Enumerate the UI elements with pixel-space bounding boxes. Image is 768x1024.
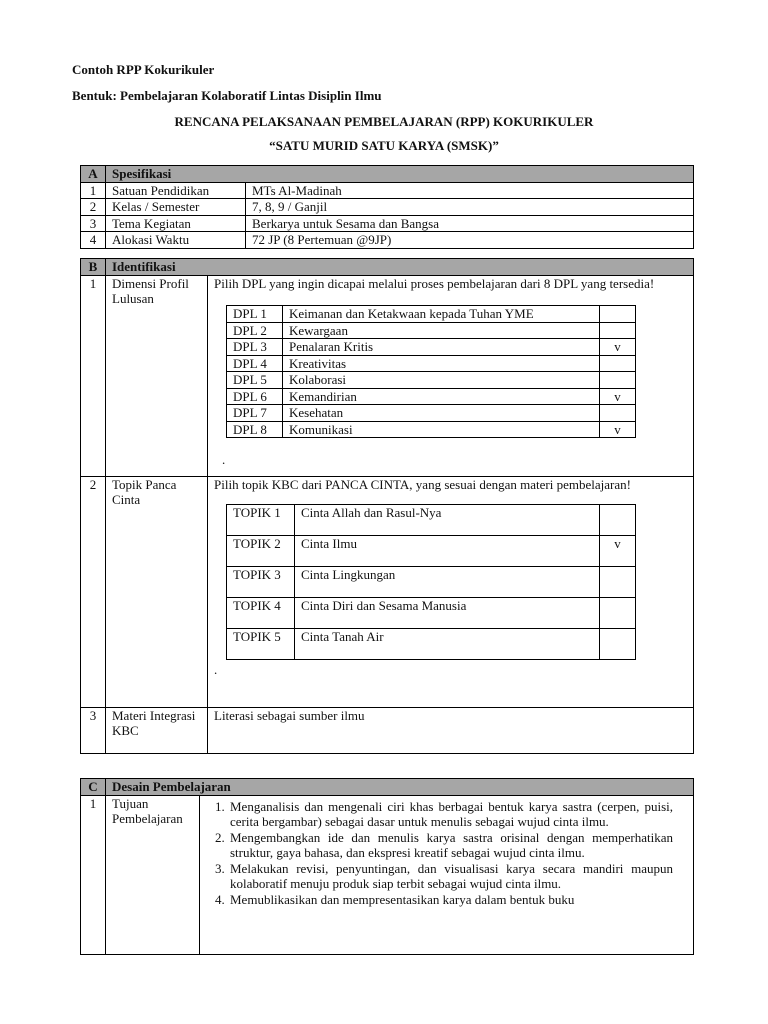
section-c-table	[80, 778, 694, 955]
row-number: 1	[81, 275, 106, 476]
table-row	[81, 199, 694, 216]
table-row	[81, 795, 694, 954]
topik-row	[227, 629, 636, 660]
dpl-check: v	[600, 339, 636, 356]
learning-goals-list	[208, 799, 673, 908]
row-label: Topik Panca Cinta	[106, 476, 208, 707]
topik-check: v	[600, 536, 636, 567]
topik-code: TOPIK 2	[227, 536, 295, 567]
topik-code: TOPIK 1	[227, 505, 295, 536]
dpl-row	[227, 339, 636, 356]
dpl-row	[227, 421, 636, 438]
topik-name: Cinta Ilmu	[295, 536, 600, 567]
dpl-name: Kolaborasi	[283, 372, 600, 389]
topik-cell	[208, 476, 694, 707]
row-value: 7, 8, 9 / Ganjil	[246, 199, 694, 216]
dpl-row	[227, 306, 636, 323]
topik-name: Cinta Diri dan Sesama Manusia	[295, 598, 600, 629]
row-label: Dimensi Profil Lulusan	[106, 275, 208, 476]
table-row	[81, 275, 694, 476]
list-item: 4. Memublikasikan dan mempresentasikan karya dalam bentuk buku	[228, 892, 673, 908]
doc-heading-1: Contoh RPP Kokurikuler	[72, 62, 215, 77]
dpl-row	[227, 322, 636, 339]
dpl-name: Kesehatan	[283, 405, 600, 422]
table-row	[81, 182, 694, 199]
trailing-dot: .	[214, 662, 218, 677]
section-letter: A	[81, 166, 106, 183]
doc-title: RENCANA PELAKSANAAN PEMBELAJARAN (RPP) KOKURIKULER	[174, 114, 594, 129]
topik-code: TOPIK 4	[227, 598, 295, 629]
dpl-name: Kemandirian	[283, 388, 600, 405]
topik-code: TOPIK 3	[227, 567, 295, 598]
dpl-name: Komunikasi	[283, 421, 600, 438]
dpl-code: DPL 2	[227, 322, 283, 339]
row-number: 4	[81, 232, 106, 249]
dpl-check: v	[600, 388, 636, 405]
row-number: 1	[81, 182, 106, 199]
dpl-name: Kreativitas	[283, 355, 600, 372]
section-b-header	[81, 259, 694, 276]
section-letter: B	[81, 259, 106, 276]
dpl-instruction: Pilih DPL yang ingin dicapai melalui proses pembelajaran dari 8 DPL yang tersedia!	[214, 275, 655, 291]
section-title: Spesifikasi	[106, 166, 694, 183]
goals-cell	[200, 795, 694, 954]
table-row	[81, 215, 694, 232]
dpl-code: DPL 5	[227, 372, 283, 389]
topik-check	[600, 567, 636, 598]
dpl-code: DPL 4	[227, 355, 283, 372]
topik-row	[227, 505, 636, 536]
dpl-check	[600, 405, 636, 422]
dpl-row	[227, 372, 636, 389]
dpl-check	[600, 322, 636, 339]
topik-instruction: Pilih topik KBC dari PANCA CINTA, yang sesuai dengan materi pembelajaran!	[214, 476, 631, 492]
dpl-row	[227, 355, 636, 372]
dpl-name: Kewargaan	[283, 322, 600, 339]
dpl-check	[600, 306, 636, 323]
section-a-table	[80, 165, 694, 249]
row-label: Alokasi Waktu	[106, 232, 246, 249]
dpl-code: DPL 6	[227, 388, 283, 405]
dpl-check	[600, 355, 636, 372]
table-row	[81, 707, 694, 753]
list-item: 2. Mengembangkan ide dan menulis karya sastra orisinal dengan memperhatikan struktur, gaya bahasa, dan ekspresi kreatif sebagai wujud cinta ilmu.	[228, 830, 673, 861]
dpl-check	[600, 372, 636, 389]
topik-code: TOPIK 5	[227, 629, 295, 660]
topik-row	[227, 536, 636, 567]
dpl-code: DPL 1	[227, 306, 283, 323]
row-number: 2	[81, 476, 106, 707]
row-value: 72 JP (8 Pertemuan @9JP)	[246, 232, 694, 249]
row-number: 1	[81, 795, 106, 954]
table-row	[81, 232, 694, 249]
dpl-row	[227, 405, 636, 422]
topik-name: Cinta Tanah Air	[295, 629, 600, 660]
section-title: Identifikasi	[106, 259, 694, 276]
row-label: Tema Kegiatan	[106, 215, 246, 232]
dpl-cell	[208, 275, 694, 476]
topik-check	[600, 505, 636, 536]
dpl-check: v	[600, 421, 636, 438]
row-label: Materi Integrasi KBC	[106, 707, 208, 753]
dpl-table	[226, 305, 636, 438]
section-letter: C	[81, 779, 106, 796]
row-value: MTs Al-Madinah	[246, 182, 694, 199]
topik-name: Cinta Lingkungan	[295, 567, 600, 598]
section-b-table	[80, 258, 694, 754]
row-number: 3	[81, 215, 106, 232]
list-item: 3. Melakukan revisi, penyuntingan, dan visualisasi karya secara mandiri maupun kolaboratif menuju produk siap terbit sebagai wujud cinta ilmu.	[228, 861, 673, 892]
topik-check	[600, 598, 636, 629]
topik-row	[227, 567, 636, 598]
doc-heading-2: Bentuk: Pembelajaran Kolaboratif Lintas Disiplin Ilmu	[72, 88, 382, 103]
section-title: Desain Pembelajaran	[106, 779, 694, 796]
row-value: Berkarya untuk Sesama dan Bangsa	[246, 215, 694, 232]
row-label: Satuan Pendidikan	[106, 182, 246, 199]
topik-table	[226, 504, 636, 660]
dpl-code: DPL 3	[227, 339, 283, 356]
doc-subtitle: “SATU MURID SATU KARYA (SMSK)”	[269, 138, 499, 153]
topik-check	[600, 629, 636, 660]
row-label: Kelas / Semester	[106, 199, 246, 216]
topik-name: Cinta Allah dan Rasul-Nya	[295, 505, 600, 536]
dpl-code: DPL 8	[227, 421, 283, 438]
section-c-header	[81, 779, 694, 796]
topik-row	[227, 598, 636, 629]
dpl-name: Penalaran Kritis	[283, 339, 600, 356]
section-a-header	[81, 166, 694, 183]
dpl-code: DPL 7	[227, 405, 283, 422]
row-number: 2	[81, 199, 106, 216]
trailing-dot: .	[222, 452, 226, 467]
row-value: Literasi sebagai sumber ilmu	[208, 707, 694, 753]
row-label: Tujuan Pembelajaran	[106, 795, 200, 954]
dpl-name: Keimanan dan Ketakwaan kepada Tuhan YME	[283, 306, 600, 323]
row-number: 3	[81, 707, 106, 753]
list-item: 1. Menganalisis dan mengenali ciri khas berbagai bentuk karya sastra (cerpen, puisi, cerita bergambar) sebagai dasar untuk menulis sebagai wujud cinta ilmu.	[228, 799, 673, 830]
table-row	[81, 476, 694, 707]
dpl-row	[227, 388, 636, 405]
